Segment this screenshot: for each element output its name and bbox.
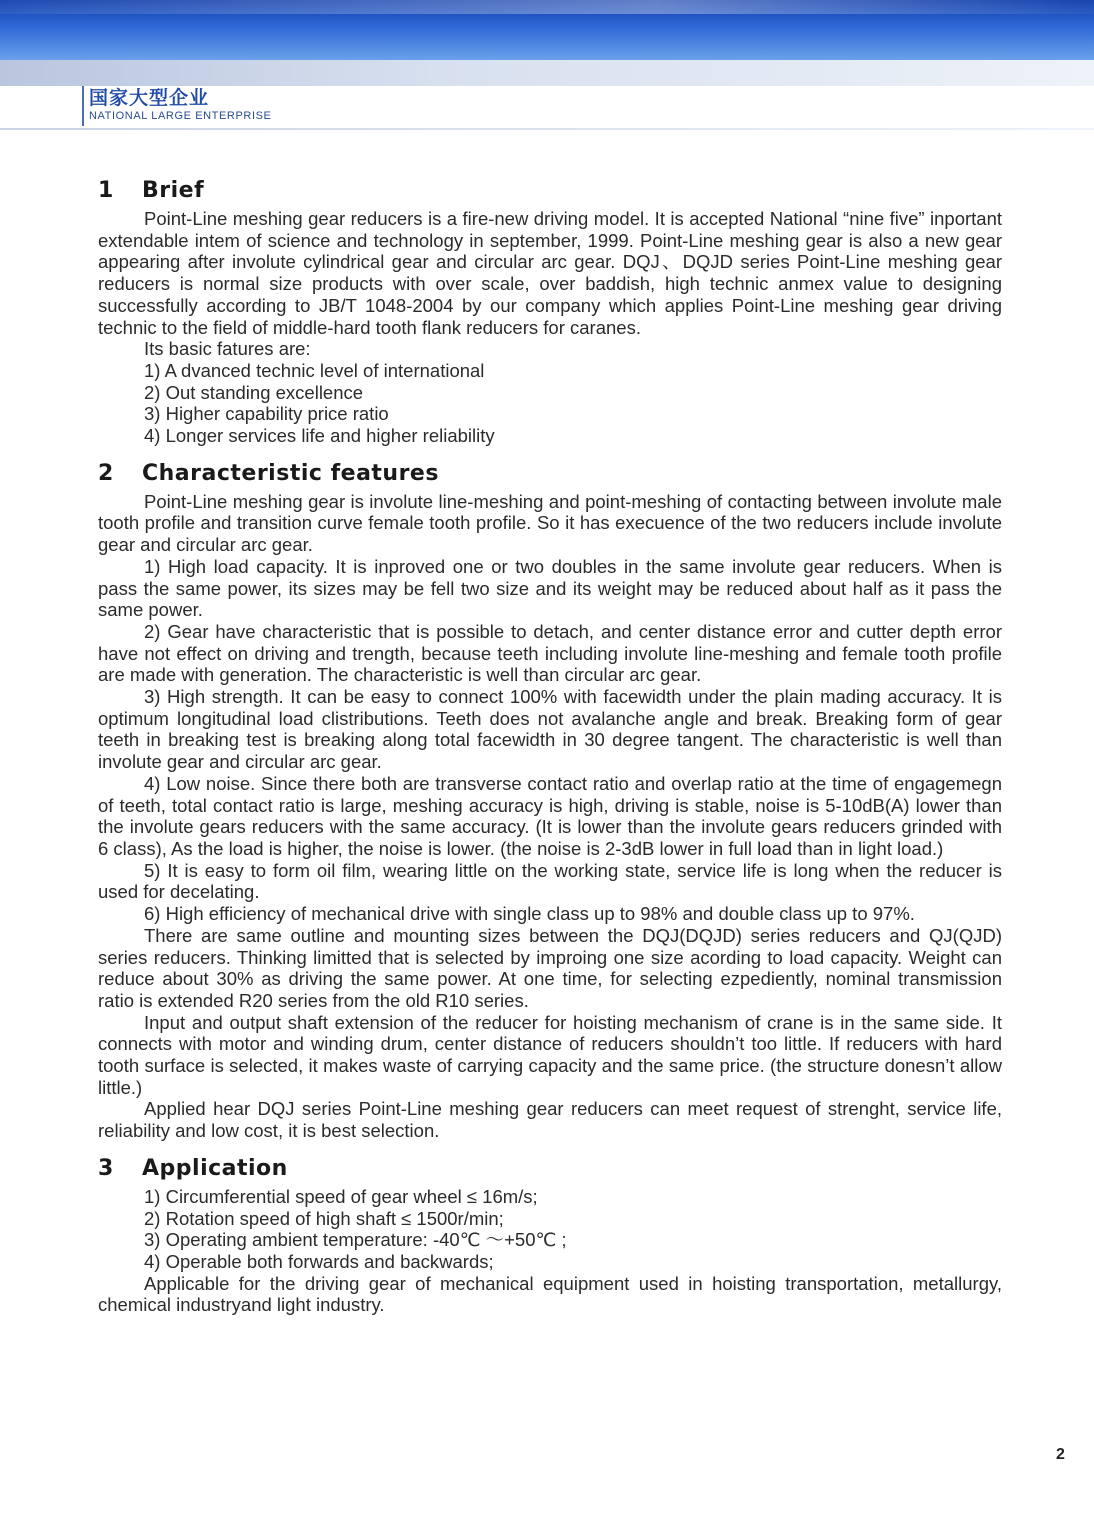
list-item: 2) Rotation speed of high shaft ≤ 1500r/min;	[144, 1207, 504, 1229]
section-number: 2	[98, 460, 114, 486]
list-item: 1) A dvanced technic level of international	[144, 359, 485, 381]
paragraph: Its basic fatures are:	[144, 338, 311, 360]
paragraph: Applied hear DQJ series Point-Line meshing gear reducers can meet request of strenght, service life, reliability and low cost, it is best selection.	[98, 1098, 1002, 1142]
section-characteristic-features	[98, 461, 1002, 1142]
paragraph: 6) High efficiency of mechanical drive with single class up to 98% and double class up to 97%.	[144, 903, 915, 925]
paragraph: 2) Gear have characteristic that is possible to detach, and center distance error and cutter depth error have not effect on driving and trength, because teeth including involute line-meshing and female tooth profile are made with generation. The characteristic is well than circular arc gear.	[98, 620, 1002, 686]
paragraph: 3) High strength. It can be easy to connect 100% with facewidth under the plain mading accuracy. It is optimum longitudinal load clistributions. Teeth does not avalanche angle and break. Breaking form of gear teeth in breaking test is breaking along total facewidth in 30 degree tangent. The characteristic is well than involute gear and circular arc gear.	[98, 686, 1002, 773]
section-application	[98, 1156, 1002, 1316]
paragraph: 4) Low noise. Since there both are transverse contact ratio and overlap ratio at the time of engagemegn of teeth, total contact ratio is large, meshing accuracy is high, driving is stable, noise is 5-10dB(A) lower than the involute gears reducers with the same accuracy. (It is lower than the involute gears reducers grinded with 6 class), As the load is higher, the noise is lower. (the noise is 2-3dB lower in full load than in light load.)	[98, 772, 1002, 859]
section-title: Application	[142, 1155, 288, 1181]
enterprise-logo	[82, 86, 271, 126]
page-number: 2	[1056, 1446, 1065, 1463]
header-divider	[0, 128, 1094, 130]
list-item: 4) Longer services life and higher reliability	[144, 425, 495, 447]
logo-chinese-text: 国家大型企业	[89, 87, 210, 109]
paragraph: Point-Line meshing gear reducers is a fire-new driving model. It is accepted National “nine five” inportant extendable intem of science and technology in september, 1999. Point-Line meshing gear is also a new gear appearing after involute cylindrical gear and circular arc gear. DQJ、DQJD series Point-Line meshing gear reducers is normal size products with over scale, over baddish, high technic anmex value to designing successfully according to JB/T 1048-2004 by our company which applies Point-Line meshing gear driving technic to the field of middle-hard tooth flank reducers for caranes.	[98, 208, 1002, 338]
paragraph: Point-Line meshing gear is involute line-meshing and point-meshing of contacting between involute male tooth profile and transition curve female tooth profile. So it has execuence of the two reducers include involute gear and circular arc gear.	[98, 490, 1002, 556]
list-item: 2) Out standing excellence	[144, 381, 364, 403]
list-item: 3) Higher capability price ratio	[144, 403, 389, 425]
paragraph: Input and output shaft extension of the reducer for hoisting mechanism of crane is in the same side. It connects with motor and winding drum, center distance of reducers shouldn’t too little. If reducers with hard tooth surface is selected, it makes waste of carrying capacity and the same price. (the structure donesn’t allow little.)	[98, 1011, 1002, 1098]
section-number: 1	[98, 178, 114, 203]
document-body	[98, 178, 1002, 1330]
paragraph: 5) It is easy to form oil film, wearing little on the working state, service life is long when the reducer is used for decelating.	[98, 859, 1002, 903]
section-brief	[98, 178, 1002, 447]
section-heading	[98, 1156, 1002, 1184]
section-heading	[98, 461, 1002, 489]
logo-english-text: NATIONAL LARGE ENTERPRISE	[89, 110, 272, 122]
list-item: 4) Operable both forwards and backwards;	[144, 1250, 494, 1272]
header-banner	[0, 0, 1094, 60]
list-item: 1) Circumferential speed of gear wheel ≤ 16m/s;	[144, 1185, 538, 1207]
section-heading	[98, 178, 1002, 206]
section-title: Brief	[142, 178, 205, 203]
list-item: 3) Operating ambient temperature: -40℃ ～+50℃ ;	[144, 1229, 567, 1251]
header-strip	[0, 60, 1094, 86]
paragraph: 1) High load capacity. It is inproved one or two doubles in the same involute gear reducers. When is pass the same power, its sizes may be fell two size and its weight may be reduced about half as it pass the same power.	[98, 555, 1002, 621]
paragraph: There are same outline and mounting sizes between the DQJ(DQJD) series reducers and QJ(QJD) series reducers. Thinking limitted that is selected by improing one size acording to load capacity. Weight can reduce about 30% as driving the same power. At one time, for selecting ezpediently, nominal transmission ratio is extended R20 series from the old R10 series.	[98, 924, 1002, 1011]
section-number: 3	[98, 1155, 114, 1181]
paragraph: Applicable for the driving gear of mechanical equipment used in hoisting transportation, metallurgy, chemical industryand light industry.	[98, 1272, 1002, 1316]
section-title: Characteristic features	[142, 460, 439, 486]
